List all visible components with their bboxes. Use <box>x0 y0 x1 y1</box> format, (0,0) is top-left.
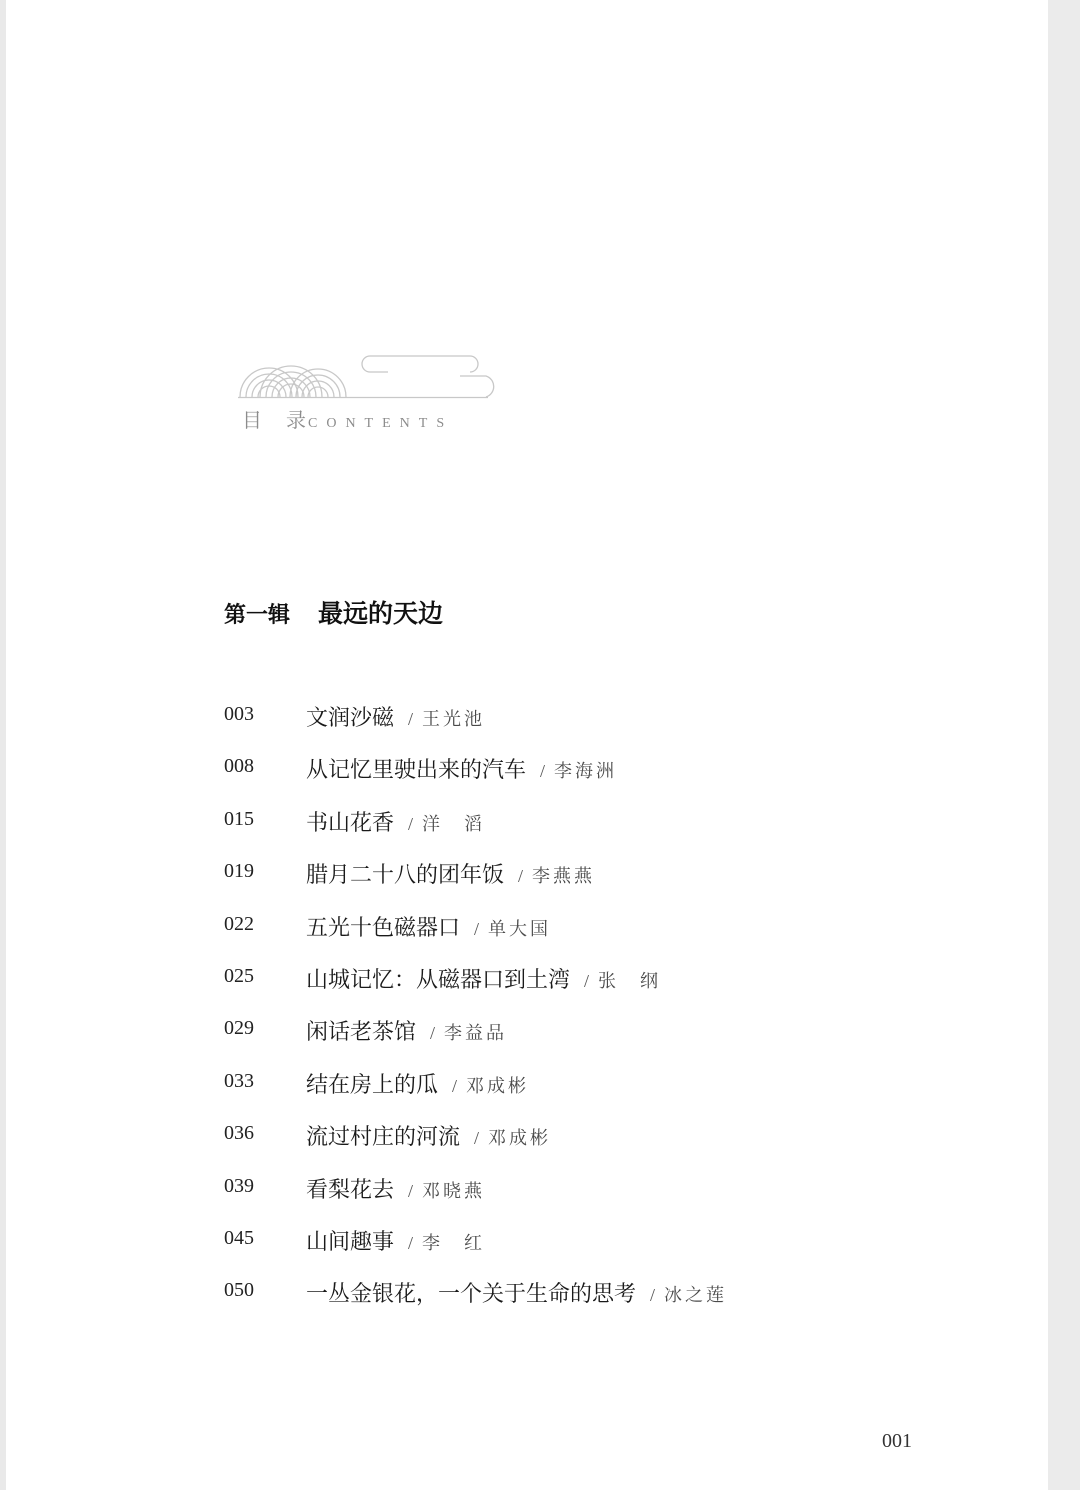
toc-title-text: 结在房上的瓜 <box>306 1072 439 1098</box>
toc-page-number: 008 <box>224 755 254 778</box>
toc-author <box>540 761 617 782</box>
toc-entry-title <box>306 1225 485 1256</box>
toc-entry-title <box>306 701 485 732</box>
toc-entry[interactable] <box>224 957 924 1009</box>
toc-author <box>408 1181 485 1202</box>
toc-entry-title <box>306 1068 529 1099</box>
contents-title-en: CONTENTS <box>308 416 454 431</box>
toc-author <box>408 709 485 730</box>
toc-title-text: 山间趣事 <box>306 1229 395 1255</box>
toc-page-number: 045 <box>224 1226 254 1249</box>
toc-author-name: 李益品 <box>444 1023 508 1045</box>
toc-title-text: 山城记忆：从磁器口到土湾 <box>306 967 571 993</box>
toc-title-text: 一丛金银花，一个关于生命的思考 <box>306 1282 637 1308</box>
toc-page-number: 025 <box>224 964 254 987</box>
toc-entry[interactable] <box>224 747 924 799</box>
toc-title-text: 书山花香 <box>306 810 395 836</box>
toc-title-text: 闲话老茶馆 <box>306 1020 417 1046</box>
author-slash: / <box>408 1232 417 1253</box>
author-slash: / <box>408 813 417 834</box>
toc-title-text: 文润沙磁 <box>306 706 395 731</box>
toc-author-name: 李燕燕 <box>532 866 596 888</box>
section-title: 最远的天边 <box>318 599 444 628</box>
toc-entry[interactable] <box>224 1271 924 1323</box>
toc-page-number: 039 <box>224 1174 254 1197</box>
toc-page-number: 003 <box>224 703 254 725</box>
toc-entry[interactable] <box>224 1219 924 1271</box>
toc-entry-title <box>306 806 485 837</box>
toc-entry-title <box>306 963 661 994</box>
toc-author <box>474 1128 551 1149</box>
toc-author-name: 张 纲 <box>598 970 662 992</box>
toc-entry[interactable] <box>224 1114 924 1166</box>
toc-list <box>224 695 924 1324</box>
toc-entry-title <box>306 1120 551 1151</box>
contents-title-cn-1: 目 <box>242 408 262 432</box>
page-number: 001 <box>882 1430 912 1452</box>
toc-title-text: 从记忆里驶出来的汽车 <box>306 758 527 784</box>
contents-title <box>242 404 453 438</box>
toc-author-name: 邓成彬 <box>466 1075 530 1097</box>
toc-entry[interactable] <box>224 800 924 852</box>
arch-emblem-icon <box>238 336 500 402</box>
toc-title-text: 看梨花去 <box>306 1177 395 1203</box>
toc-title-text: 腊月二十八的团年饭 <box>306 863 505 889</box>
toc-entry-title <box>306 753 617 784</box>
toc-entry[interactable] <box>224 852 924 904</box>
toc-entry[interactable] <box>224 1062 924 1114</box>
toc-author-name: 王光池 <box>422 709 486 730</box>
toc-author <box>474 919 551 940</box>
author-slash: / <box>408 1180 417 1201</box>
toc-entry[interactable] <box>224 1009 924 1061</box>
toc-author-name: 李 红 <box>422 1232 486 1254</box>
toc-page-number: 050 <box>224 1279 254 1302</box>
toc-page-number: 019 <box>224 860 254 883</box>
author-slash: / <box>474 1128 483 1149</box>
toc-author-name: 冰之莲 <box>664 1285 728 1307</box>
section-heading <box>224 594 443 630</box>
toc-author <box>584 971 661 992</box>
toc-page-number: 015 <box>224 807 254 830</box>
book-page <box>6 0 1048 1490</box>
toc-author <box>650 1285 727 1306</box>
toc-entry-title <box>306 858 595 889</box>
toc-author <box>430 1023 507 1044</box>
toc-author-name: 邓晓燕 <box>422 1180 486 1202</box>
toc-title-text: 流过村庄的河流 <box>306 1125 461 1151</box>
toc-page-number: 033 <box>224 1069 254 1092</box>
author-slash: / <box>474 918 483 939</box>
toc-entry-title <box>306 911 551 942</box>
toc-entry[interactable] <box>224 1167 924 1219</box>
author-slash: / <box>430 1023 439 1044</box>
next-page-edge <box>1048 0 1080 1490</box>
author-slash: / <box>518 866 527 887</box>
author-slash: / <box>650 1285 659 1306</box>
toc-entry[interactable] <box>224 905 924 957</box>
toc-page-number: 029 <box>224 1017 254 1040</box>
toc-author <box>518 866 595 887</box>
toc-page-number: 022 <box>224 912 254 935</box>
section-number: 第一辑 <box>224 603 291 628</box>
toc-entry[interactable] <box>224 695 924 747</box>
toc-author-name: 单大国 <box>488 918 552 940</box>
author-slash: / <box>584 970 593 991</box>
toc-entry-title <box>306 1015 507 1046</box>
toc-author-name: 李海洲 <box>554 761 618 783</box>
author-slash: / <box>408 709 417 729</box>
toc-entry-title <box>306 1173 485 1204</box>
toc-author-name: 邓成彬 <box>488 1128 552 1150</box>
author-slash: / <box>540 761 549 782</box>
toc-author <box>452 1076 529 1097</box>
toc-entry-title <box>306 1277 727 1308</box>
toc-author <box>408 814 485 835</box>
toc-page-number: 036 <box>224 1122 254 1145</box>
toc-author-name: 洋 滔 <box>422 813 486 835</box>
toc-author <box>408 1233 485 1254</box>
contents-title-cn-2: 录 <box>286 408 306 432</box>
toc-title-text: 五光十色磁器口 <box>306 915 461 941</box>
author-slash: / <box>452 1075 461 1096</box>
